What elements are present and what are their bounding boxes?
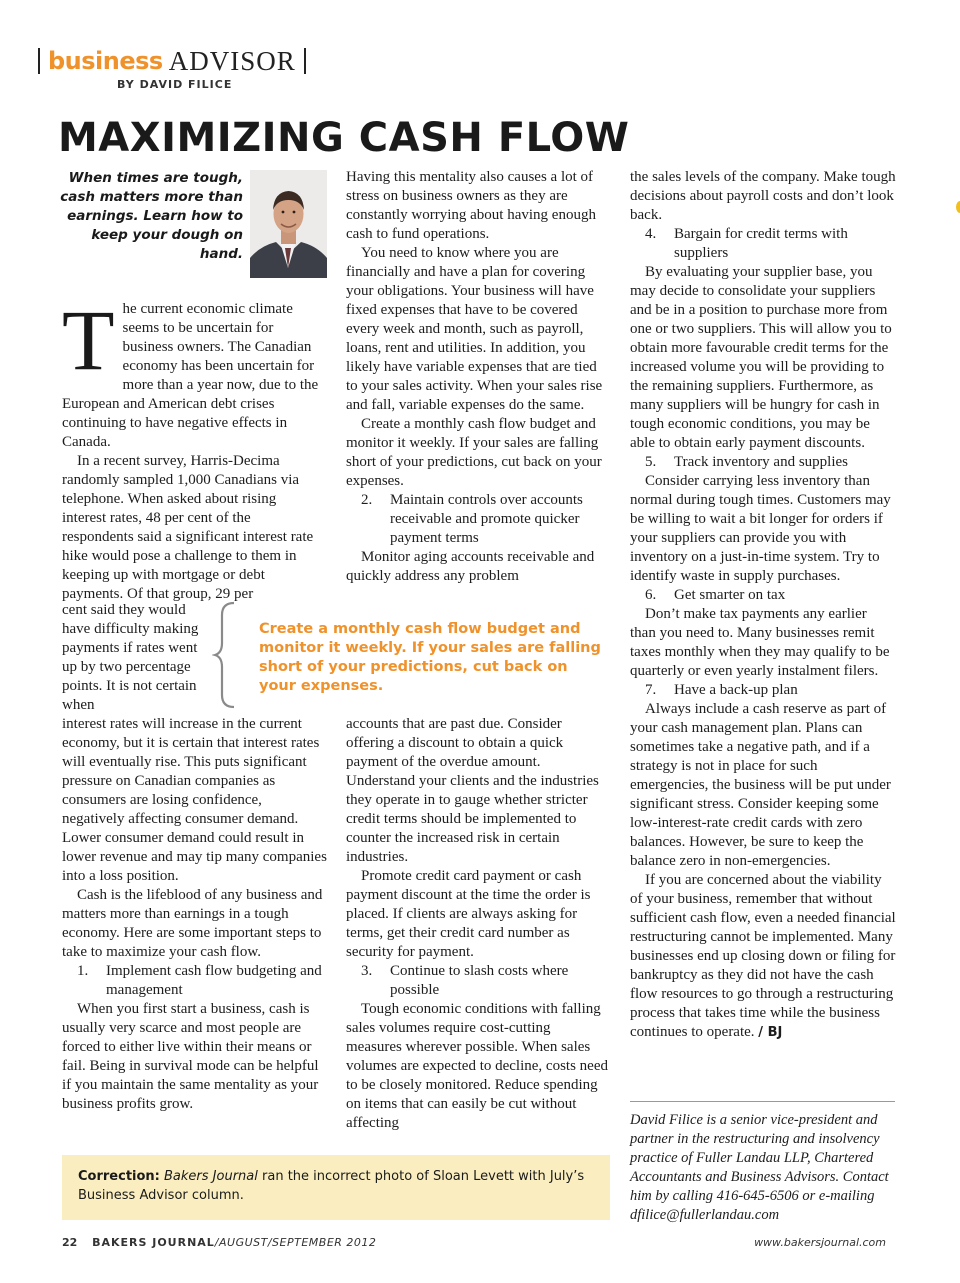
list-text: Implement cash flow budgeting and management bbox=[106, 963, 322, 998]
paragraph: You need to know where you are financially and have a plan for covering your obligations. Your business will have fixed expenses that have to be covered every week and month, such as payroll, loans, rent and utilities. In addition, you likely have variable expenses that are tied to your sales activity. When your sales rise and fall, variable expenses do the same. bbox=[346, 245, 603, 413]
paragraph: interest rates will increase in the current economy, but it is certain that interest rates will eventually rise. This puts significant pressure on Canadian companies as consumers are losing confidence, negatively affecting consumer demand. Lower consumer demand could result in lower revenue and may tip many companies into a loss position. bbox=[62, 716, 327, 884]
list-text: Maintain controls over accounts receivable and promote quicker payment terms bbox=[390, 492, 583, 546]
header-business: business bbox=[48, 47, 163, 75]
footer-url[interactable]: www.bakersjournal.com bbox=[754, 1236, 886, 1249]
paragraph: In a recent survey, Harris-Decima randomly sampled 1,000 Canadians via telephone. When asked about rising interest rates, 48 per cent of the respondents said a significant interest rate hike would pose a challenge to them in keeping up with mortgage or debt payments. Of that group, 29 per bbox=[62, 453, 314, 602]
list-text: Continue to slash costs where possible bbox=[390, 963, 569, 998]
paragraph: Promote credit card payment or cash payment discount at the time the order is placed. If clients are always asking for terms, get their credit card number as security for payment. bbox=[346, 868, 591, 960]
bio-divider bbox=[630, 1101, 895, 1102]
list-number: 6. bbox=[645, 587, 657, 603]
drop-cap: T bbox=[62, 292, 115, 388]
paragraph: Having this mentality also causes a lot of stress on business owners as they are constantly worrying about having enough cash to fund operations. bbox=[346, 169, 596, 242]
paragraph bbox=[62, 292, 324, 452]
column-3 bbox=[630, 168, 896, 1042]
signoff: / BJ bbox=[758, 1025, 783, 1040]
paragraph: Don’t make tax payments any earlier than you need to. Many businesses remit taxes monthly when they may qualify to be quarterly or even yearly instalment filers. bbox=[630, 606, 890, 679]
header-bar-right bbox=[304, 48, 306, 74]
list-item bbox=[630, 681, 896, 700]
paragraph: Create a monthly cash flow budget and monitor it weekly. If your sales are falling short of your predictions, cut back on your expenses. bbox=[346, 416, 602, 489]
author-bio: David Filice is a senior vice-president and partner in the restructuring and insolvency practice of Fuller Landau LLP, Chartered Accountants and Business Advisors. Contact him by calling 416-645-6506 or e-mailing dfilice@fullerlandau.com bbox=[630, 1112, 889, 1223]
correction-label: Correction: bbox=[78, 1169, 160, 1184]
paragraph: Cash is the lifeblood of any business and matters more than earnings in a tough economy. Here are some important steps to take to maximize your cash flow. bbox=[62, 887, 323, 960]
list-item bbox=[346, 491, 612, 548]
footer-issue: /AUGUST/SEPTEMBER 2012 bbox=[214, 1236, 377, 1249]
list-item bbox=[62, 962, 327, 1000]
list-item bbox=[630, 453, 896, 472]
pull-quote: Create a monthly cash flow budget and monitor it weekly. If your sales are falling short of your predictions, cut back on your expenses. bbox=[259, 621, 601, 694]
page-footer bbox=[62, 1236, 376, 1249]
list-number: 3. bbox=[361, 963, 373, 979]
column-2-top bbox=[346, 168, 612, 586]
list-number: 7. bbox=[645, 682, 657, 698]
author-portrait bbox=[250, 170, 327, 278]
list-item bbox=[346, 962, 608, 1000]
list-number: 1. bbox=[77, 963, 89, 979]
column-1-wrap bbox=[62, 601, 202, 715]
article-title: MAXIMIZING CASH FLOW bbox=[58, 115, 630, 161]
paragraph: Tough economic conditions with falling sales volumes require cost-cutting measures wherever possible. When sales volumes are expected to decline, costs need to be closely monitored. Reduce spending on items that can easily be cut without affecting bbox=[346, 1001, 608, 1131]
edge-marker bbox=[956, 201, 960, 213]
paragraph: When you first start a business, cash is usually very scarce and most people are forced to either live within their means or fail. Being in survival mode can be helpful if you maintain the same mentality as your business profits grow. bbox=[62, 1001, 319, 1112]
paragraph bbox=[630, 871, 896, 1042]
correction-box bbox=[62, 1155, 610, 1220]
list-text: Have a back-up plan bbox=[674, 682, 798, 698]
correction-text: ran the incorrect photo of Sloan Levett with July’s Business Advisor column. bbox=[78, 1169, 585, 1203]
list-number: 2. bbox=[361, 492, 373, 508]
column-1-top bbox=[62, 292, 324, 604]
list-text: Get smarter on tax bbox=[674, 587, 786, 603]
paragraph-text: he current economic climate seems to be uncertain for business owners. The Canadian economy has been uncertain for more than a year now, due to the European and American debt crises continuing to have negative effects in Canada. bbox=[62, 301, 319, 450]
list-number: 5. bbox=[645, 454, 657, 470]
page-number: 22 bbox=[62, 1236, 78, 1249]
list-text: Track inventory and supplies bbox=[674, 454, 849, 470]
correction-publication: Bakers Journal bbox=[164, 1169, 258, 1184]
column-2-bottom bbox=[346, 715, 608, 1133]
author-photo bbox=[250, 170, 327, 278]
list-item bbox=[630, 586, 896, 605]
list-number: 4. bbox=[645, 226, 657, 242]
curly-brace-icon bbox=[212, 601, 242, 709]
column-header bbox=[38, 44, 306, 78]
header-advisor: ADVISOR bbox=[168, 45, 296, 76]
paragraph: Consider carrying less inventory than normal during tough times. Customers may be willing to wait a bit longer for orders if your suppliers can provide you with inventory on a just-in-time system. Try to identify waste in supply purchases. bbox=[630, 473, 891, 584]
footer-publication: BAKERS JOURNAL bbox=[92, 1236, 215, 1249]
paragraph: Always include a cash reserve as part of your cash management plan. Plans can sometimes take a negative path, and if a strategy is not in place for such emergencies, the business will be put under significant stress. Consider keeping some low-interest-rate credit cards with zero balances. However, be sure to keep the balance zero in non-emergencies. bbox=[630, 701, 891, 869]
list-item bbox=[630, 225, 896, 263]
paragraph: the sales levels of the company. Make tough decisions about payroll costs and don’t look back. bbox=[630, 169, 896, 223]
paragraph: Monitor aging accounts receivable and quickly address any problem bbox=[346, 549, 595, 584]
paragraph: cent said they would have difficulty making payments if rates went up by two percentage points. It is not certain when bbox=[62, 602, 199, 713]
paragraph: By evaluating your supplier base, you may decide to consolidate your suppliers and be in a position to purchase more from one or two suppliers. This will allow you to obtain more favourable credit terms for the increased volume you will be providing to the remaining suppliers. Furthermore, as many suppliers will be hungry for cash in tough economic conditions, you may be able to obtain early payment discounts. bbox=[630, 264, 892, 451]
paragraph: accounts that are past due. Consider offering a discount to obtain a quick payment of the overdue amount. Understand your clients and the industries they operate in to gauge whether stricter credit terms should be implemented to counter the increased risk in certain industries. bbox=[346, 716, 599, 865]
header-bar-left bbox=[38, 48, 40, 74]
list-text: Bargain for credit terms with suppliers bbox=[674, 226, 848, 261]
paragraph-text: If you are concerned about the viability of your business, remember that without sufficient cash flow, even a needed financial restructuring cannot be implemented. Many businesses end up closing down or filing for bankruptcy as they did not have the cash flow resources to go through a restructuring process that takes time while the business continues to operate. bbox=[630, 872, 896, 1040]
byline: BY DAVID FILICE bbox=[117, 78, 233, 91]
column-1-bottom bbox=[62, 715, 327, 1114]
article-deck: When times are tough, cash matters more than earnings. Learn how to keep your dough on hand. bbox=[60, 170, 243, 262]
